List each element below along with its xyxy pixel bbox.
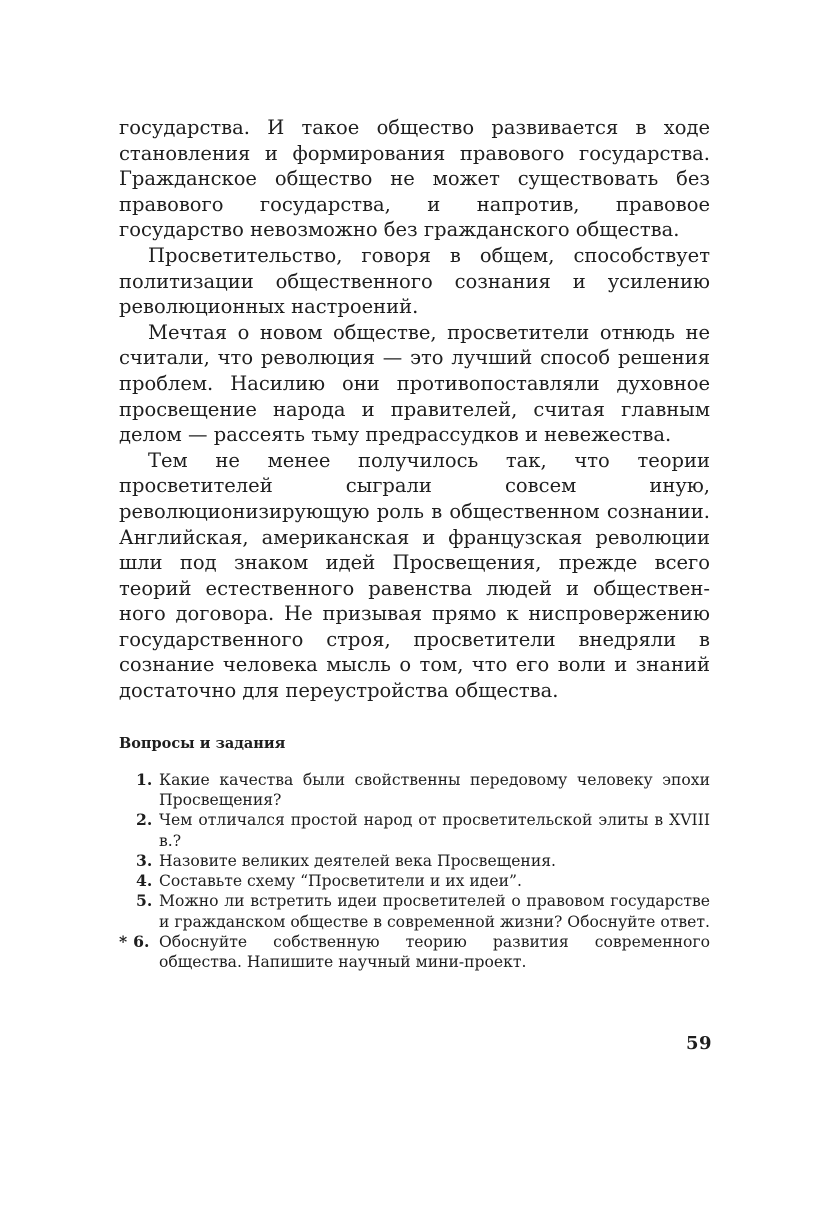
question-number: * 6.	[119, 932, 150, 952]
question-item	[119, 851, 710, 871]
question-item	[119, 770, 710, 811]
question-item	[119, 810, 710, 851]
questions-heading: Вопросы и задания	[119, 734, 286, 752]
paragraph-enlightenment-politics: Просветительство, говоря в общем, способствует политизации общественного сознания и усилению революционных настроений.	[119, 243, 710, 319]
question-number: 2.	[136, 810, 153, 830]
question-text: Какие качества были свойственны передовому человеку эпохи Просвещения?	[159, 770, 710, 809]
question-number: 1.	[136, 769, 153, 789]
question-item	[119, 891, 710, 932]
paragraph-revolutionary-role: Тем не менее получилось так, что теории просветителей сыграли совсем иную, революционизирующую роль в общественном сознании. Английская, американская и французская революции шли под знаком идей Просвещения, прежде всего теорий естественного равенства людей и общественного договора. Не призывая прямо к ниспровержению государственного строя, просветители внедряли в сознание человека мысль о том, что его воли и знаний достаточно для переустройства общества.	[119, 448, 710, 703]
question-number: 4.	[136, 871, 153, 891]
question-number: 5.	[136, 891, 153, 911]
question-text: Обоснуйте собственную теорию развития современного общества. Напишите научный мини-проект.	[159, 933, 710, 972]
question-item	[119, 871, 710, 891]
question-text: Составьте схему “Просветители и их идеи”.	[159, 872, 522, 891]
questions-list	[119, 770, 710, 973]
advanced-star-marker: *	[119, 932, 128, 952]
paragraph-revolution-view: Мечтая о новом обществе, просветители отнюдь не считали, что революция — это лучший способ решения проблем. Насилию они противопоставляли духовное просвещение народа и правителей, считая главным делом — рассеять тьму предрассудков и невежества.	[119, 320, 710, 447]
page-content	[119, 115, 710, 973]
question-text: Можно ли встретить идеи просветителей о правовом государстве и гражданском обществе в современной жизни? Обоснуйте ответ.	[159, 892, 710, 931]
paragraph-continuation: государства. И такое общество развивается в ходе становления и формирования правового государства. Гражданское общество не может существовать без правового государства, и напротив, правовое государство невозможно без гражданского общества.	[119, 116, 710, 242]
page-number: 59	[686, 1033, 713, 1054]
question-text: Назовите великих деятелей века Просвещения.	[159, 851, 557, 870]
question-number: 3.	[136, 850, 153, 870]
question-item-advanced	[119, 932, 710, 973]
question-text: Чем отличался простой народ от просветительской элиты в XVIII в.?	[159, 811, 710, 850]
